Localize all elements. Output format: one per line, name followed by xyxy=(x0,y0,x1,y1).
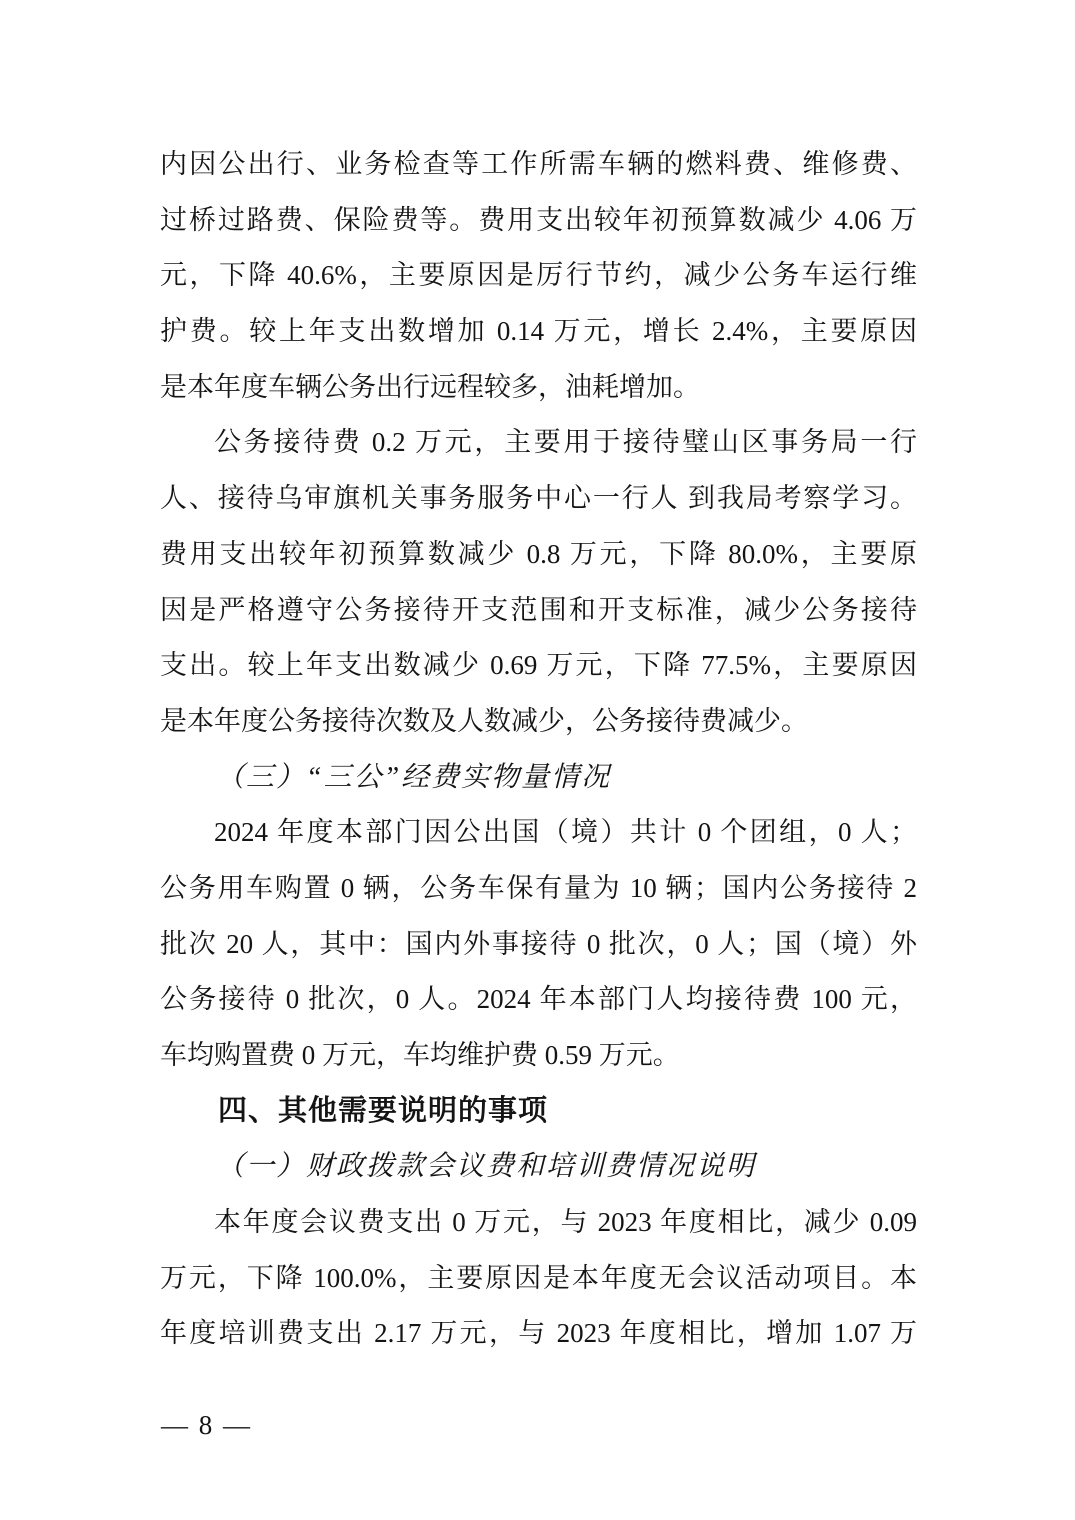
section-heading-four: 四、其他需要说明的事项 xyxy=(218,1094,549,1127)
document-body xyxy=(160,137,917,1362)
body-line: 支出。较上年支出数减少 0.69 万元，下降 77.5%，主要原因 xyxy=(160,650,917,681)
body-line: 内因公出行、业务检查等工作所需车辆的燃料费、维修费、 xyxy=(160,149,917,179)
page-number: — 8 — xyxy=(161,1410,252,1440)
body-line: 年度培训费支出 2.17 万元，与 2023 年度相比，增加 1.07 万 xyxy=(160,1318,917,1349)
body-line: 公务接待 0 批次，0 人。2024 年本部门人均接待费 100 元， xyxy=(160,984,917,1015)
body-line: 万元，下降 100.0%，主要原因是本年度无会议活动项目。本 xyxy=(160,1262,917,1293)
body-line-paragraph-start: 本年度会议费支出 0 万元，与 2023 年度相比，减少 0.09 xyxy=(214,1207,917,1238)
body-line-paragraph-start: 公务接待费 0.2 万元，主要用于接待璧山区事务局一行 xyxy=(214,427,917,458)
subsection-heading-one: （一）财政拨款会议费和培训费情况说明 xyxy=(216,1151,757,1183)
body-line: 费用支出较年初预算数减少 0.8 万元，下降 80.0%，主要原 xyxy=(160,538,917,569)
body-line: 护费。较上年支出数增加 0.14 万元，增长 2.4%，主要原因 xyxy=(160,316,917,347)
subsection-heading-three: （三）“三公”经费实物量情况 xyxy=(216,761,612,793)
body-line-paragraph-end: 是本年度车辆公务出行远程较多，油耗增加。 xyxy=(160,371,700,402)
body-line: 因是严格遵守公务接待开支范围和开支标准，减少公务接待 xyxy=(160,594,917,625)
body-line: 公务用车购置 0 辆，公务车保有量为 10 辆；国内公务接待 2 xyxy=(160,872,917,903)
body-line-paragraph-end: 是本年度公务接待次数及人数减少，公务接待费减少。 xyxy=(160,705,808,736)
body-line: 批次 20 人，其中：国内外事接待 0 批次，0 人；国（境）外 xyxy=(160,928,917,959)
body-line: 过桥过路费、保险费等。费用支出较年初预算数减少 4.06 万 xyxy=(160,204,917,235)
body-line-paragraph-end: 车均购置费 0 万元，车均维护费 0.59 万元。 xyxy=(160,1040,680,1070)
body-line: 元，下降 40.6%，主要原因是厉行节约，减少公务车运行维 xyxy=(160,260,917,291)
body-line: 人、接待乌审旗机关事务服务中心一行人 到我局考察学习。 xyxy=(160,483,917,514)
body-line-paragraph-start: 2024 年度本部门因公出国（境）共计 0 个团组，0 人； xyxy=(214,817,917,848)
